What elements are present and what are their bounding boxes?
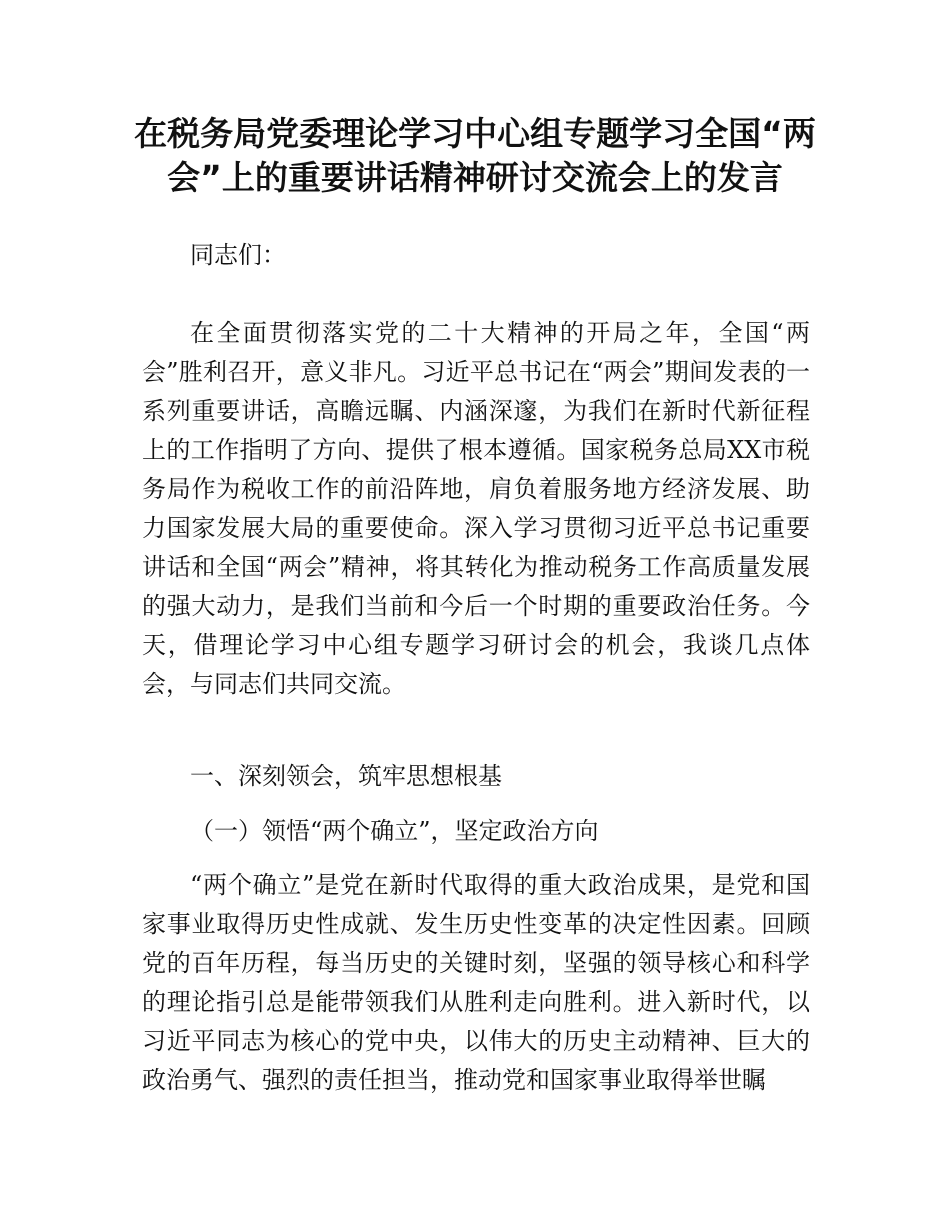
paragraph-intro: 在全面贯彻落实党的二十大精神的开局之年，全国“两会”胜利召开，意义非凡。习近平总书记在“两会”期间发表的一系列重要讲话，高瞻远瞩、内涵深邃，为我们在新时代新征程上的工作指明了方向、提供了根本遵循。国家税务总局XX市税务局作为税收工作的前沿阵地，肩负着服务地方经济发展、助力国家发展大局的重要使命。深入学习贯彻习近平总书记重要讲话和全国“两会”精神，将其转化为推动税务工作高质量发展的强大动力，是我们当前和今后一个时期的重要政治任务。今天，借理论学习中心组专题学习研讨会的机会，我谈几点体会，与同志们共同交流。	[142, 319, 810, 698]
paragraph-two-establishments: “两个确立”是党在新时代取得的重大政治成果，是党和国家事业取得历史性成就、发生历史性变革的决定性因素。回顾党的百年历程，每当历史的关键时刻，坚强的领导核心和科学的理论指引总是能带领我们从胜利走向胜利。进入新时代，以习近平同志为核心的党中央，以伟大的历史主动精神、巨大的政治勇气、强烈的责任担当，推动党和国家事业取得举世瞩	[142, 871, 810, 1094]
section-heading-1: 一、深刻领会，筑牢思想根基	[190, 762, 502, 790]
subsection-heading-1-1: （一）领悟“两个确立”，坚定政治方向	[190, 817, 599, 845]
document-title: 在税务局党委理论学习中心组专题学习全国“两会”上的重要讲话精神研讨交流会上的发言	[134, 114, 816, 197]
salutation: 同志们：	[190, 241, 286, 269]
